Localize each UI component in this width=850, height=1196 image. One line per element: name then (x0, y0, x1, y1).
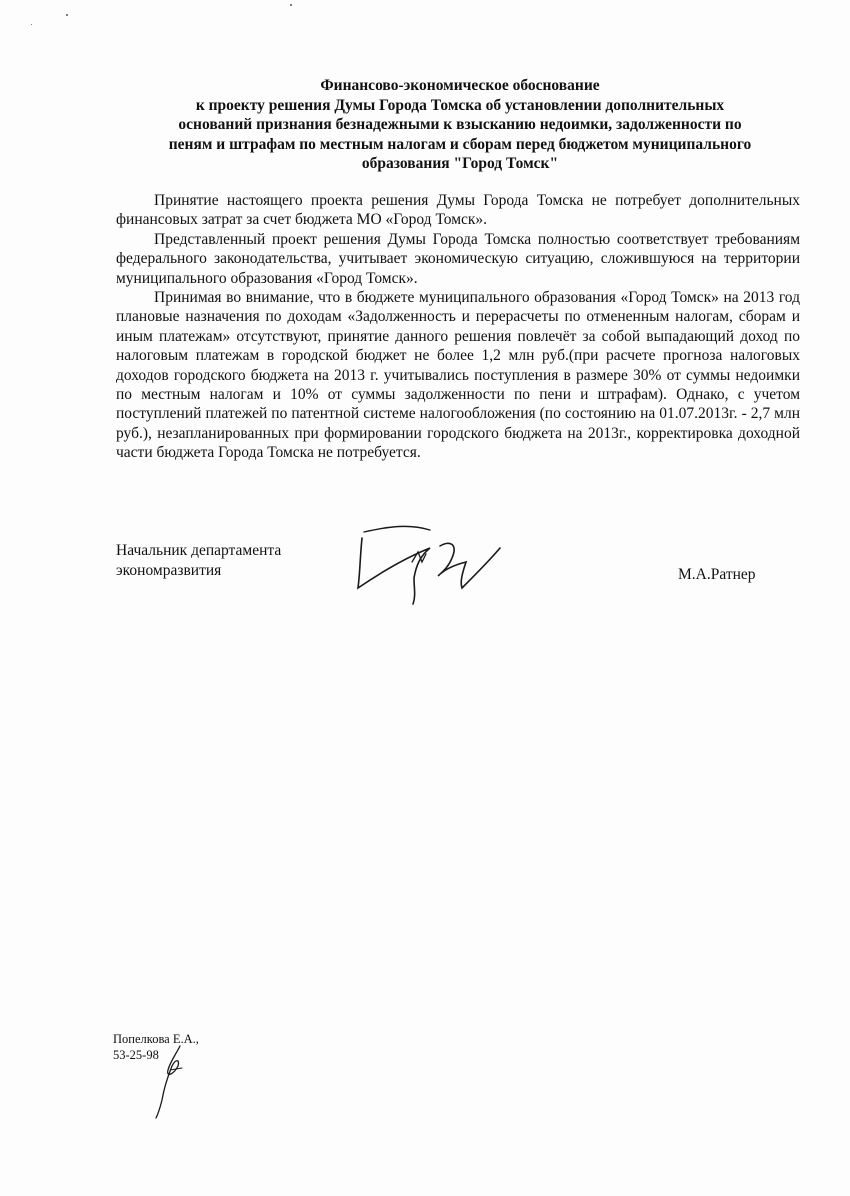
scan-speck (66, 14, 68, 16)
scan-speck (290, 4, 292, 6)
paragraph: Представленный проект решения Думы Города Томска полностью соответствует требованиям федерального законодательства, учитывает экономическую ситуацию, сложившуюся на территории муниципального образования «Город Томск». (116, 230, 800, 287)
title-line: Финансово-экономическое обоснование (320, 77, 600, 94)
scan-speck (31, 24, 32, 25)
paragraph: Принимая во внимание, что в бюджете муниципального образования «Город Томск» на 2013 год плановые назначения по доходам «Задолженность и перерасчеты по отмененным налогам, сборам и иным платежам» отсутствуют, принятие данного решения повлечёт за собой выпадающий доход по налоговым платежам в городской бюджет не более 1,2 млн руб.(при расчете прогноза налоговых доходов городского бюджета на 2013 г. учитывались поступления в размере 30% от суммы недоимки по местным налогам и 10% от суммы задолженности по пени и штрафам). Однако, с учетом поступлений платежей по патентной системе налогообложения (по состоянию на 01.07.2013г. - 2,7 млн руб.), незапланированных при формировании городского бюджета на 2013г., корректировка доходной части бюджета Города Томска не потребуется. (116, 289, 800, 462)
title-line: пеням и штрафам по местным налогам и сборам перед бюджетом муниципального (168, 135, 752, 153)
title-line: образования "Город Томск" (361, 155, 559, 172)
signatory-name: М.А.Ратнер (678, 566, 756, 583)
handwritten-signature-icon (350, 518, 510, 608)
initials-signature-icon (150, 1040, 200, 1120)
paragraph: Принятие настоящего проекта решения Думы Города Томска не потребует дополнительных финансовых затрат за счет бюджета МО «Город Томск». (116, 192, 800, 229)
executor-name: Попелкова Е.А., (113, 1032, 199, 1046)
document-body (116, 191, 800, 463)
title-line: к проекту решения Думы Города Томска об установлении дополнительных (195, 96, 725, 114)
title-line: оснований признания безнадежными к взысканию недоимки, задолженности по (178, 116, 742, 133)
document-title (110, 76, 810, 174)
executor-phone: 53-25-98 (113, 1048, 159, 1062)
position-line: Начальник департамента (116, 542, 282, 559)
signatory-position (116, 541, 281, 580)
position-line: экономразвития (116, 561, 222, 579)
